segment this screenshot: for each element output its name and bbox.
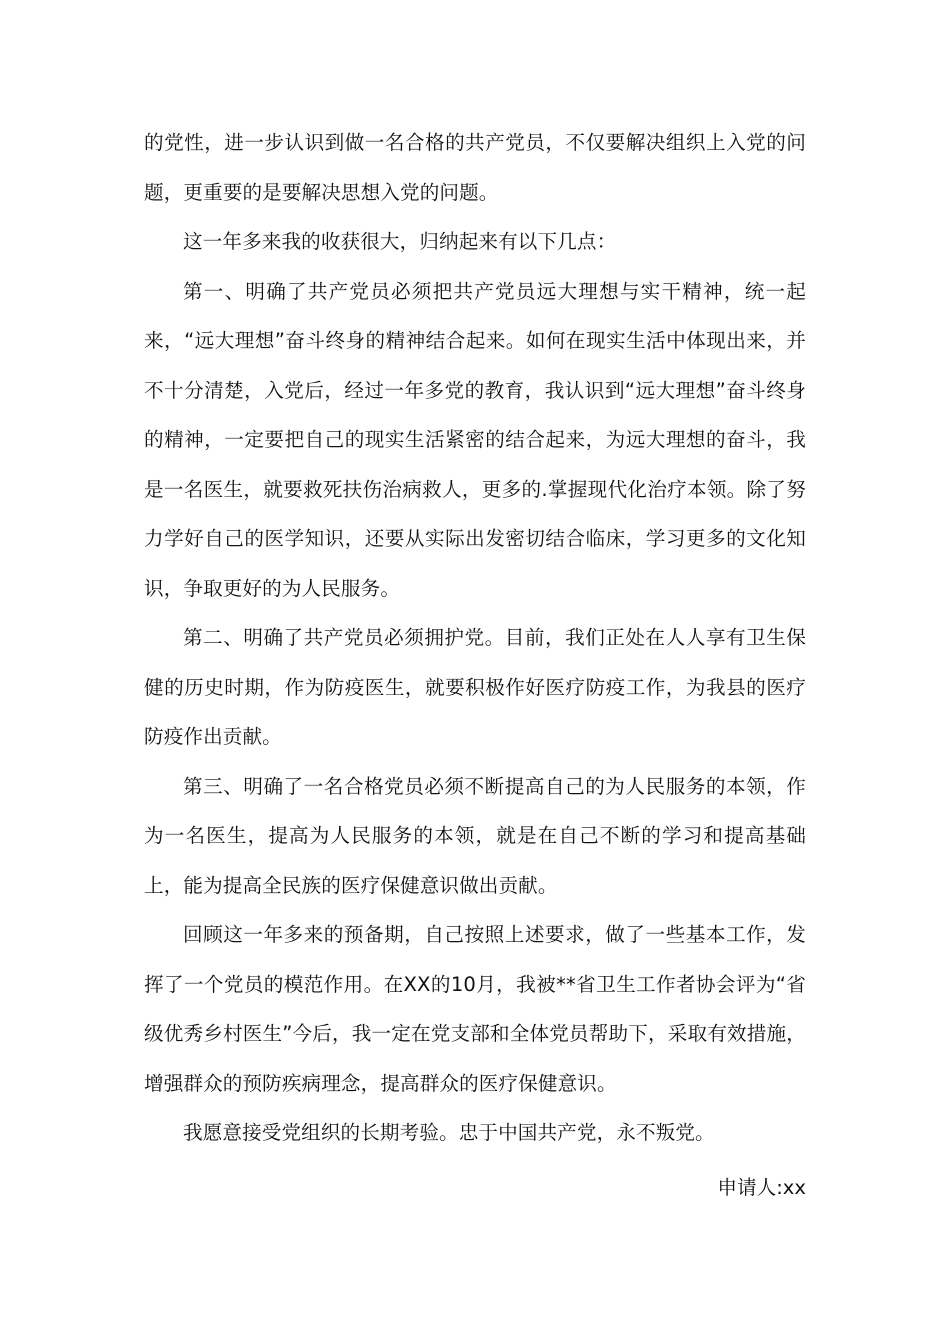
paragraph-review: 回顾这一年多来的预备期，自己按照上述要求，做了一些基本工作，发挥了一个党员的模范作用。在XX的10月，我被**省卫生工作者协会评为“省级优秀乡村医生”今后，我一定在党支部和全体党员帮助下，采取有效措施，增强群众的预防疾病理念，提高群众的医疗保健意识。 [144,923,806,1095]
paragraph-summary-intro: 这一年多来我的收获很大，归纳起来有以下几点： [183,230,617,253]
paragraph-point-two: 第二、明确了共产党员必须拥护党。目前，我们正处在人人享有卫生保健的历史时期，作为防疫医生，就要积极作好医疗防疫工作，为我县的医疗防疫作出贡献。 [144,626,806,748]
paragraph-point-one: 第一、明确了共产党员必须把共产党员远大理想与实干精神，统一起来，“远大理想”奋斗终身的精神结合起来。如何在现实生活中体现出来，并不十分清楚，入党后，经过一年多党的教育，我认识到“远大理想”奋斗终身的精神，一定要把自己的现实生活紧密的结合起来，为远大理想的奋斗，我是一名医生，就要救死扶伤治病救人，更多的.掌握现代化治疗本领。除了努力学好自己的医学知识，还要从实际出发密切结合临床，学习更多的文化知识，争取更好的为人民服务。 [144,279,806,600]
paragraph-continuation: 的党性，进一步认识到做一名合格的共产党员，不仅要解决组织上入党的问题，更重要的是要解决思想入党的问题。 [144,131,806,204]
signature-line: 申请人:xx [717,1176,806,1199]
paragraph-pledge: 我愿意接受党组织的长期考验。忠于中国共产党，永不叛党。 [183,1121,715,1144]
paragraph-point-three: 第三、明确了一名合格党员必须不断提高自己的为人民服务的本领，作为一名医生，提高为人民服务的本领，就是在自己不断的学习和提高基础上，能为提高全民族的医疗保健意识做出贡献。 [144,774,806,897]
document-body [144,118,806,1158]
